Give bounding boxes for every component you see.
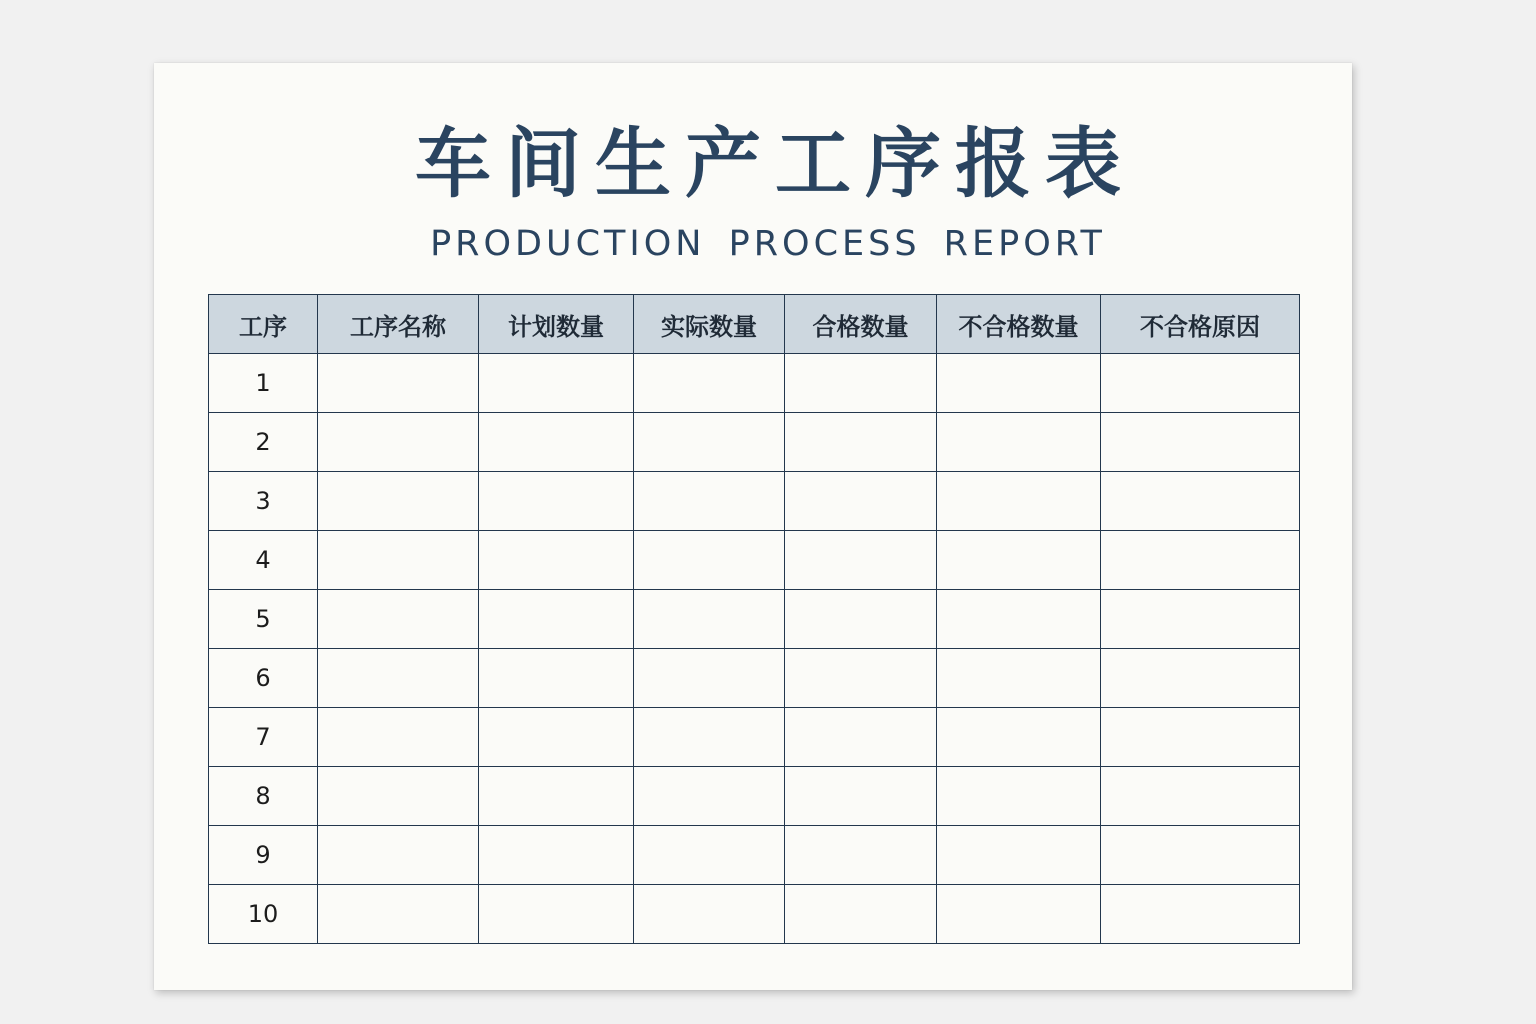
- editable-cell[interactable]: [479, 472, 634, 531]
- editable-cell[interactable]: [634, 708, 785, 767]
- editable-cell[interactable]: [634, 649, 785, 708]
- editable-cell[interactable]: [785, 413, 937, 472]
- table-header-row: [209, 295, 1300, 354]
- table-row: [209, 531, 1300, 590]
- editable-cell[interactable]: [318, 826, 479, 885]
- table-row: [209, 885, 1300, 944]
- editable-cell[interactable]: [479, 708, 634, 767]
- editable-cell[interactable]: [1101, 472, 1300, 531]
- header-cell: 实际数量: [634, 295, 785, 354]
- editable-cell[interactable]: [318, 354, 479, 413]
- editable-cell[interactable]: [479, 649, 634, 708]
- table-row: [209, 767, 1300, 826]
- editable-cell[interactable]: [1101, 885, 1300, 944]
- editable-cell[interactable]: [479, 531, 634, 590]
- page-subtitle: PRODUCTION PROCESS REPORT: [430, 224, 1106, 264]
- editable-cell[interactable]: [785, 767, 937, 826]
- header-cell: 不合格原因: [1101, 295, 1300, 354]
- table-row: [209, 649, 1300, 708]
- process-number-cell: 9: [209, 826, 318, 885]
- editable-cell[interactable]: [785, 531, 937, 590]
- editable-cell[interactable]: [318, 885, 479, 944]
- editable-cell[interactable]: [479, 413, 634, 472]
- editable-cell[interactable]: [318, 531, 479, 590]
- table-row: [209, 472, 1300, 531]
- editable-cell[interactable]: [1101, 767, 1300, 826]
- editable-cell[interactable]: [479, 354, 634, 413]
- editable-cell[interactable]: [318, 708, 479, 767]
- process-number-cell: 6: [209, 649, 318, 708]
- editable-cell[interactable]: [785, 649, 937, 708]
- editable-cell[interactable]: [634, 767, 785, 826]
- editable-cell[interactable]: [785, 826, 937, 885]
- header-cell: 工序名称: [318, 295, 479, 354]
- editable-cell[interactable]: [937, 590, 1101, 649]
- table-row: [209, 354, 1300, 413]
- editable-cell[interactable]: [634, 531, 785, 590]
- table-row: [209, 826, 1300, 885]
- editable-cell[interactable]: [937, 531, 1101, 590]
- header-cell: 合格数量: [785, 295, 937, 354]
- process-number-cell: 1: [209, 354, 318, 413]
- editable-cell[interactable]: [479, 590, 634, 649]
- header-cell: 不合格数量: [937, 295, 1101, 354]
- editable-cell[interactable]: [785, 590, 937, 649]
- editable-cell[interactable]: [1101, 826, 1300, 885]
- editable-cell[interactable]: [785, 885, 937, 944]
- process-number-cell: 7: [209, 708, 318, 767]
- editable-cell[interactable]: [785, 354, 937, 413]
- editable-cell[interactable]: [937, 413, 1101, 472]
- editable-cell[interactable]: [318, 590, 479, 649]
- editable-cell[interactable]: [1101, 531, 1300, 590]
- editable-cell[interactable]: [634, 885, 785, 944]
- editable-cell[interactable]: [318, 767, 479, 826]
- editable-cell[interactable]: [937, 472, 1101, 531]
- editable-cell[interactable]: [1101, 649, 1300, 708]
- editable-cell[interactable]: [479, 767, 634, 826]
- editable-cell[interactable]: [937, 649, 1101, 708]
- editable-cell[interactable]: [318, 413, 479, 472]
- process-number-cell: 5: [209, 590, 318, 649]
- editable-cell[interactable]: [1101, 354, 1300, 413]
- editable-cell[interactable]: [1101, 413, 1300, 472]
- editable-cell[interactable]: [937, 826, 1101, 885]
- editable-cell[interactable]: [937, 767, 1101, 826]
- editable-cell[interactable]: [785, 708, 937, 767]
- editable-cell[interactable]: [479, 826, 634, 885]
- editable-cell[interactable]: [1101, 590, 1300, 649]
- table-row: [209, 590, 1300, 649]
- page-title: 车间生产工序报表: [415, 119, 1135, 208]
- editable-cell[interactable]: [634, 413, 785, 472]
- editable-cell[interactable]: [634, 354, 785, 413]
- table-row: [209, 413, 1300, 472]
- process-number-cell: 2: [209, 413, 318, 472]
- process-number-cell: 10: [209, 885, 318, 944]
- production-report-table: [208, 294, 1300, 944]
- editable-cell[interactable]: [937, 708, 1101, 767]
- editable-cell[interactable]: [634, 472, 785, 531]
- process-number-cell: 3: [209, 472, 318, 531]
- header-cell: 工序: [209, 295, 318, 354]
- process-number-cell: 4: [209, 531, 318, 590]
- editable-cell[interactable]: [634, 826, 785, 885]
- editable-cell[interactable]: [785, 472, 937, 531]
- editable-cell[interactable]: [937, 885, 1101, 944]
- editable-cell[interactable]: [634, 590, 785, 649]
- editable-cell[interactable]: [937, 354, 1101, 413]
- editable-cell[interactable]: [479, 885, 634, 944]
- editable-cell[interactable]: [1101, 708, 1300, 767]
- editable-cell[interactable]: [318, 649, 479, 708]
- editable-cell[interactable]: [318, 472, 479, 531]
- header-cell: 计划数量: [479, 295, 634, 354]
- process-number-cell: 8: [209, 767, 318, 826]
- table-row: [209, 708, 1300, 767]
